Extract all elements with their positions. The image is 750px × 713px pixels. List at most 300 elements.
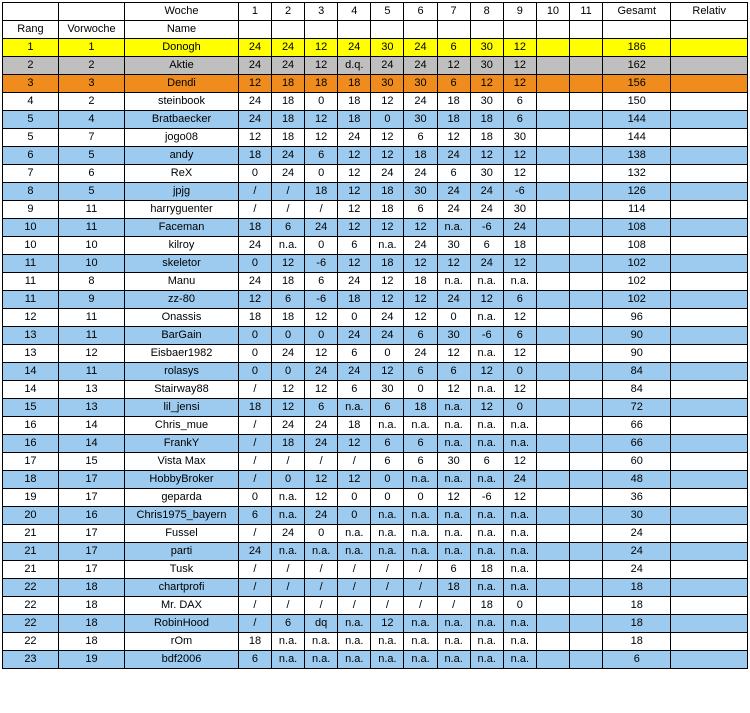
- cell-vorwoche: 18: [58, 579, 124, 597]
- cell-week-3: 24: [305, 363, 338, 381]
- cell-week-1: 0: [238, 165, 271, 183]
- cell-week-5: /: [371, 579, 404, 597]
- cell-week-11: [570, 471, 603, 489]
- cell-week-7: 24: [437, 147, 470, 165]
- cell-week-2: n.a.: [272, 507, 305, 525]
- cell-week-6: 12: [404, 255, 437, 273]
- cell-gesamt: 18: [603, 579, 671, 597]
- cell-week-1: 24: [238, 93, 271, 111]
- cell-week-6: 6: [404, 453, 437, 471]
- cell-week-7: n.a.: [437, 507, 470, 525]
- cell-week-6: n.a.: [404, 543, 437, 561]
- table-row: [3, 201, 748, 219]
- cell-week-8: 30: [470, 39, 503, 57]
- cell-week-4: 0: [338, 507, 371, 525]
- cell-week-6: 6: [404, 327, 437, 345]
- cell-gesamt: 60: [603, 453, 671, 471]
- cell-week-7: 0: [437, 309, 470, 327]
- cell-week-2: 24: [272, 525, 305, 543]
- cell-gesamt: 36: [603, 489, 671, 507]
- cell-gesamt: 84: [603, 381, 671, 399]
- cell-week-2: 24: [272, 39, 305, 57]
- cell-rang: 11: [3, 255, 59, 273]
- cell-rang: 16: [3, 435, 59, 453]
- ranking-table: [2, 2, 748, 669]
- cell-week-8: 12: [470, 399, 503, 417]
- cell-name: Vista Max: [125, 453, 239, 471]
- cell-week-4: 6: [338, 237, 371, 255]
- cell-week-8: 24: [470, 183, 503, 201]
- cell-week-8: 18: [470, 561, 503, 579]
- cell-name: jpjg: [125, 183, 239, 201]
- header-relativ: Relativ: [671, 3, 748, 21]
- cell-relativ: [671, 651, 748, 669]
- cell-week-2: 24: [272, 165, 305, 183]
- cell-week-2: 6: [272, 219, 305, 237]
- cell-week-11: [570, 507, 603, 525]
- cell-week-6: 6: [404, 129, 437, 147]
- cell-week-3: 12: [305, 471, 338, 489]
- cell-week-10: [536, 525, 569, 543]
- cell-name: Fussel: [125, 525, 239, 543]
- cell-name: Dendi: [125, 75, 239, 93]
- cell-week-3: 12: [305, 111, 338, 129]
- cell-relativ: [671, 561, 748, 579]
- cell-week-8: 12: [470, 291, 503, 309]
- cell-week-5: 0: [371, 345, 404, 363]
- cell-week-8: -6: [470, 489, 503, 507]
- cell-relativ: [671, 183, 748, 201]
- cell-week-6: n.a.: [404, 525, 437, 543]
- cell-week-11: [570, 273, 603, 291]
- cell-relativ: [671, 417, 748, 435]
- cell-vorwoche: 17: [58, 471, 124, 489]
- cell-week-4: 24: [338, 129, 371, 147]
- header-blank-vorwoche: [58, 3, 124, 21]
- cell-week-3: 24: [305, 219, 338, 237]
- cell-week-10: [536, 129, 569, 147]
- cell-week-6: 12: [404, 309, 437, 327]
- cell-week-10: [536, 273, 569, 291]
- cell-vorwoche: 10: [58, 237, 124, 255]
- cell-name: Manu: [125, 273, 239, 291]
- cell-week-9: n.a.: [503, 561, 536, 579]
- cell-week-9: 12: [503, 381, 536, 399]
- cell-week-4: 18: [338, 417, 371, 435]
- cell-name: jogo08: [125, 129, 239, 147]
- cell-week-9: 6: [503, 327, 536, 345]
- cell-week-2: 18: [272, 273, 305, 291]
- cell-week-8: 12: [470, 363, 503, 381]
- cell-week-10: [536, 561, 569, 579]
- cell-week-1: 0: [238, 489, 271, 507]
- cell-vorwoche: 18: [58, 597, 124, 615]
- cell-week-9: 0: [503, 399, 536, 417]
- cell-week-7: 6: [437, 561, 470, 579]
- cell-week-1: 18: [238, 147, 271, 165]
- cell-vorwoche: 13: [58, 381, 124, 399]
- cell-week-5: /: [371, 597, 404, 615]
- cell-rang: 22: [3, 597, 59, 615]
- cell-name: kilroy: [125, 237, 239, 255]
- cell-week-10: [536, 399, 569, 417]
- cell-week-11: [570, 93, 603, 111]
- cell-week-6: /: [404, 597, 437, 615]
- cell-week-1: 24: [238, 111, 271, 129]
- cell-week-11: [570, 615, 603, 633]
- cell-week-6: 24: [404, 345, 437, 363]
- header-sub-9: [503, 21, 536, 39]
- cell-rang: 21: [3, 543, 59, 561]
- cell-gesamt: 138: [603, 147, 671, 165]
- cell-week-2: 12: [272, 399, 305, 417]
- table-row: [3, 597, 748, 615]
- cell-relativ: [671, 615, 748, 633]
- cell-week-8: 24: [470, 255, 503, 273]
- cell-rang: 22: [3, 615, 59, 633]
- cell-week-1: /: [238, 471, 271, 489]
- cell-week-7: n.a.: [437, 435, 470, 453]
- cell-rang: 2: [3, 57, 59, 75]
- cell-rang: 5: [3, 129, 59, 147]
- cell-relativ: [671, 453, 748, 471]
- header-week-3: 3: [305, 3, 338, 21]
- cell-week-4: d.q.: [338, 57, 371, 75]
- cell-week-5: 0: [371, 111, 404, 129]
- table-row: [3, 471, 748, 489]
- table-row: [3, 75, 748, 93]
- cell-week-1: 0: [238, 363, 271, 381]
- cell-week-8: n.a.: [470, 507, 503, 525]
- cell-relativ: [671, 57, 748, 75]
- cell-rang: 10: [3, 219, 59, 237]
- cell-name: Mr. DAX: [125, 597, 239, 615]
- cell-relativ: [671, 39, 748, 57]
- cell-gesamt: 90: [603, 327, 671, 345]
- cell-vorwoche: 2: [58, 93, 124, 111]
- cell-week-6: 24: [404, 93, 437, 111]
- cell-week-6: 6: [404, 435, 437, 453]
- cell-week-4: 24: [338, 363, 371, 381]
- table-row: [3, 399, 748, 417]
- cell-week-1: 24: [238, 543, 271, 561]
- table-row: [3, 147, 748, 165]
- cell-week-3: 24: [305, 507, 338, 525]
- cell-week-10: [536, 363, 569, 381]
- cell-week-1: /: [238, 615, 271, 633]
- cell-week-11: [570, 363, 603, 381]
- cell-week-9: n.a.: [503, 615, 536, 633]
- cell-week-7: n.a.: [437, 417, 470, 435]
- cell-week-8: n.a.: [470, 435, 503, 453]
- cell-week-11: [570, 111, 603, 129]
- cell-relativ: [671, 471, 748, 489]
- cell-week-8: n.a.: [470, 525, 503, 543]
- cell-week-4: n.a.: [338, 399, 371, 417]
- table-row: [3, 507, 748, 525]
- cell-vorwoche: 1: [58, 39, 124, 57]
- cell-week-8: 12: [470, 147, 503, 165]
- cell-vorwoche: 11: [58, 309, 124, 327]
- cell-week-5: n.a.: [371, 525, 404, 543]
- cell-rang: 6: [3, 147, 59, 165]
- cell-week-7: 12: [437, 345, 470, 363]
- cell-gesamt: 108: [603, 237, 671, 255]
- cell-week-7: 6: [437, 75, 470, 93]
- cell-week-2: /: [272, 579, 305, 597]
- cell-week-4: 12: [338, 255, 371, 273]
- cell-week-9: n.a.: [503, 633, 536, 651]
- cell-gesamt: 90: [603, 345, 671, 363]
- header-week-11: 11: [570, 3, 603, 21]
- cell-week-1: 18: [238, 219, 271, 237]
- table-row: [3, 615, 748, 633]
- header-sub-5: [371, 21, 404, 39]
- cell-rang: 23: [3, 651, 59, 669]
- cell-week-9: 12: [503, 165, 536, 183]
- cell-week-4: 18: [338, 291, 371, 309]
- cell-relativ: [671, 435, 748, 453]
- cell-rang: 11: [3, 273, 59, 291]
- cell-vorwoche: 16: [58, 507, 124, 525]
- cell-week-2: 6: [272, 615, 305, 633]
- cell-week-5: n.a.: [371, 237, 404, 255]
- cell-week-2: /: [272, 183, 305, 201]
- cell-week-2: /: [272, 561, 305, 579]
- cell-week-6: 12: [404, 291, 437, 309]
- header-sub-relativ: [671, 21, 748, 39]
- cell-week-2: 12: [272, 381, 305, 399]
- cell-week-8: 18: [470, 129, 503, 147]
- cell-week-11: [570, 543, 603, 561]
- table-row: [3, 255, 748, 273]
- header-woche: Woche: [125, 3, 239, 21]
- cell-relativ: [671, 381, 748, 399]
- cell-week-5: 30: [371, 75, 404, 93]
- cell-rang: 13: [3, 327, 59, 345]
- cell-week-5: n.a.: [371, 543, 404, 561]
- cell-week-11: [570, 165, 603, 183]
- cell-week-10: [536, 201, 569, 219]
- cell-week-2: n.a.: [272, 237, 305, 255]
- cell-week-2: 6: [272, 291, 305, 309]
- cell-gesamt: 144: [603, 129, 671, 147]
- header-week-2: 2: [272, 3, 305, 21]
- cell-week-7: n.a.: [437, 543, 470, 561]
- cell-week-11: [570, 561, 603, 579]
- cell-name: geparda: [125, 489, 239, 507]
- cell-vorwoche: 11: [58, 201, 124, 219]
- cell-week-9: n.a.: [503, 579, 536, 597]
- cell-week-7: 18: [437, 111, 470, 129]
- cell-week-2: /: [272, 201, 305, 219]
- cell-rang: 15: [3, 399, 59, 417]
- cell-vorwoche: 14: [58, 435, 124, 453]
- cell-name: Donogh: [125, 39, 239, 57]
- cell-name: HobbyBroker: [125, 471, 239, 489]
- header-week-8: 8: [470, 3, 503, 21]
- cell-week-10: [536, 309, 569, 327]
- cell-name: Stairway88: [125, 381, 239, 399]
- cell-week-8: n.a.: [470, 309, 503, 327]
- cell-week-1: 6: [238, 651, 271, 669]
- cell-rang: 21: [3, 561, 59, 579]
- cell-gesamt: 84: [603, 363, 671, 381]
- cell-week-7: 12: [437, 57, 470, 75]
- cell-relativ: [671, 93, 748, 111]
- cell-week-8: n.a.: [470, 651, 503, 669]
- cell-week-1: 24: [238, 237, 271, 255]
- cell-week-10: [536, 291, 569, 309]
- cell-relativ: [671, 507, 748, 525]
- cell-week-4: /: [338, 579, 371, 597]
- cell-vorwoche: 7: [58, 129, 124, 147]
- header-week-6: 6: [404, 3, 437, 21]
- cell-week-10: [536, 75, 569, 93]
- header-week-9: 9: [503, 3, 536, 21]
- cell-relativ: [671, 345, 748, 363]
- cell-week-10: [536, 489, 569, 507]
- cell-week-3: 18: [305, 183, 338, 201]
- cell-week-2: 12: [272, 255, 305, 273]
- cell-week-1: 12: [238, 75, 271, 93]
- cell-gesamt: 24: [603, 561, 671, 579]
- cell-week-3: /: [305, 201, 338, 219]
- cell-gesamt: 114: [603, 201, 671, 219]
- cell-week-3: -6: [305, 255, 338, 273]
- table-row: [3, 291, 748, 309]
- cell-week-11: [570, 381, 603, 399]
- cell-week-4: n.a.: [338, 525, 371, 543]
- cell-relativ: [671, 525, 748, 543]
- cell-gesamt: 162: [603, 57, 671, 75]
- cell-week-1: 0: [238, 345, 271, 363]
- cell-relativ: [671, 111, 748, 129]
- cell-week-3: 12: [305, 129, 338, 147]
- cell-week-3: 6: [305, 273, 338, 291]
- cell-gesamt: 48: [603, 471, 671, 489]
- header-sub-1: [238, 21, 271, 39]
- cell-week-7: n.a.: [437, 399, 470, 417]
- cell-week-7: n.a.: [437, 615, 470, 633]
- cell-week-5: n.a.: [371, 417, 404, 435]
- cell-week-3: 6: [305, 399, 338, 417]
- cell-rang: 20: [3, 507, 59, 525]
- cell-week-3: 0: [305, 165, 338, 183]
- cell-vorwoche: 11: [58, 219, 124, 237]
- table-row: [3, 363, 748, 381]
- cell-vorwoche: 11: [58, 327, 124, 345]
- cell-week-8: -6: [470, 219, 503, 237]
- cell-week-4: /: [338, 561, 371, 579]
- cell-name: bdf2006: [125, 651, 239, 669]
- cell-week-9: n.a.: [503, 417, 536, 435]
- header-sub-2: [272, 21, 305, 39]
- cell-gesamt: 24: [603, 543, 671, 561]
- cell-week-10: [536, 111, 569, 129]
- cell-week-5: 0: [371, 489, 404, 507]
- cell-week-11: [570, 255, 603, 273]
- cell-week-2: n.a.: [272, 633, 305, 651]
- cell-week-4: 12: [338, 201, 371, 219]
- cell-vorwoche: 4: [58, 111, 124, 129]
- cell-relativ: [671, 309, 748, 327]
- table-row: [3, 327, 748, 345]
- cell-week-5: 12: [371, 129, 404, 147]
- cell-week-6: /: [404, 561, 437, 579]
- cell-week-5: 24: [371, 57, 404, 75]
- cell-name: skeletor: [125, 255, 239, 273]
- cell-week-9: 6: [503, 111, 536, 129]
- cell-gesamt: 30: [603, 507, 671, 525]
- cell-gesamt: 126: [603, 183, 671, 201]
- table-row: [3, 57, 748, 75]
- cell-relativ: [671, 273, 748, 291]
- cell-week-6: n.a.: [404, 507, 437, 525]
- cell-gesamt: 102: [603, 291, 671, 309]
- cell-week-3: 12: [305, 309, 338, 327]
- table-row: [3, 633, 748, 651]
- cell-rang: 11: [3, 291, 59, 309]
- cell-week-1: /: [238, 183, 271, 201]
- cell-week-4: 18: [338, 75, 371, 93]
- cell-week-4: 24: [338, 327, 371, 345]
- cell-week-3: -6: [305, 291, 338, 309]
- cell-week-2: 18: [272, 111, 305, 129]
- cell-week-6: /: [404, 579, 437, 597]
- cell-week-8: n.a.: [470, 381, 503, 399]
- cell-week-11: [570, 183, 603, 201]
- cell-vorwoche: 17: [58, 543, 124, 561]
- cell-name: FrankY: [125, 435, 239, 453]
- cell-week-6: 18: [404, 399, 437, 417]
- cell-week-4: n.a.: [338, 633, 371, 651]
- cell-week-10: [536, 435, 569, 453]
- cell-relativ: [671, 147, 748, 165]
- cell-week-3: /: [305, 561, 338, 579]
- cell-week-8: n.a.: [470, 471, 503, 489]
- cell-week-9: n.a.: [503, 543, 536, 561]
- cell-week-2: 18: [272, 309, 305, 327]
- cell-week-2: /: [272, 453, 305, 471]
- cell-rang: 22: [3, 633, 59, 651]
- table-row: [3, 651, 748, 669]
- cell-relativ: [671, 543, 748, 561]
- cell-vorwoche: 5: [58, 183, 124, 201]
- cell-week-9: 12: [503, 309, 536, 327]
- cell-week-6: n.a.: [404, 471, 437, 489]
- cell-week-9: 0: [503, 597, 536, 615]
- header-week-5: 5: [371, 3, 404, 21]
- cell-vorwoche: 17: [58, 489, 124, 507]
- cell-week-8: n.a.: [470, 579, 503, 597]
- cell-week-2: 0: [272, 471, 305, 489]
- table-row: [3, 273, 748, 291]
- cell-week-6: 6: [404, 201, 437, 219]
- cell-gesamt: 156: [603, 75, 671, 93]
- table-row: [3, 237, 748, 255]
- cell-week-1: 18: [238, 399, 271, 417]
- cell-week-7: 12: [437, 489, 470, 507]
- cell-week-5: 30: [371, 39, 404, 57]
- cell-week-8: 24: [470, 201, 503, 219]
- cell-week-10: [536, 147, 569, 165]
- cell-week-2: n.a.: [272, 543, 305, 561]
- cell-week-6: 30: [404, 183, 437, 201]
- cell-week-10: [536, 417, 569, 435]
- cell-relativ: [671, 291, 748, 309]
- cell-week-10: [536, 165, 569, 183]
